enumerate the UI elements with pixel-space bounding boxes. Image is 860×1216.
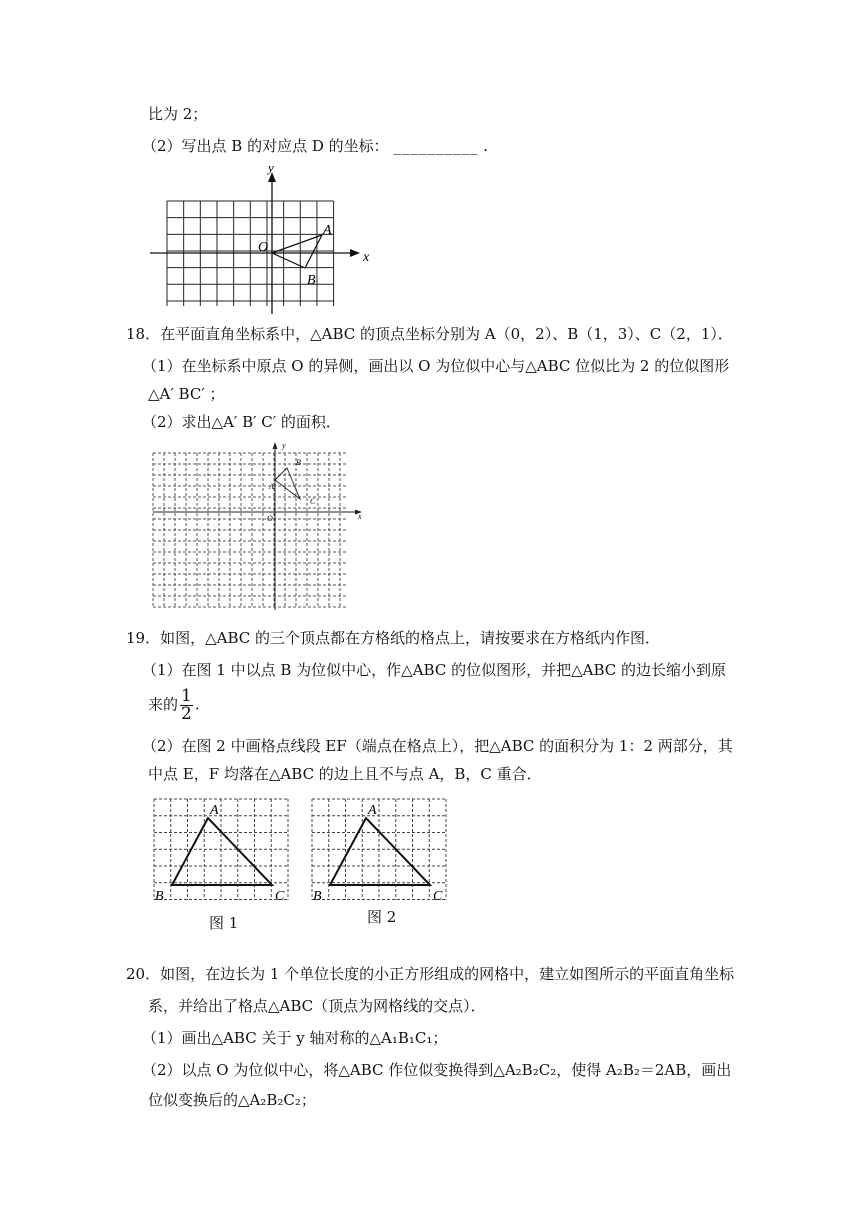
q17-answer-blank: __________ xyxy=(393,137,479,155)
q19-part1-line1: （1）在图 1 中以点 B 为位似中心，作△ABC 的位似图形，并把△ABC 的边长缩小到原 xyxy=(142,661,727,679)
q19-fig2-label-B: B xyxy=(313,889,322,904)
q18-grid-figure xyxy=(150,440,370,612)
q19-part1-suffix: . xyxy=(194,695,200,714)
q17-x-arrow xyxy=(350,249,360,257)
q19-fig1-label-A: A xyxy=(210,803,219,818)
q18-dashed-grid xyxy=(153,453,347,607)
q18-stem: 18．在平面直角坐标系中，△ABC 的顶点坐标分别为 A（0，2）、B（1，3）、C（2，1）． xyxy=(126,325,733,343)
q20-stem-line1: 20．如图，在边长为 1 个单位长度的小正方形组成的网格中，建立如图所示的平面直角坐标 xyxy=(126,965,735,983)
q18-label-O: O xyxy=(267,514,273,523)
q17-label-A: A xyxy=(323,223,332,238)
q17-part2 xyxy=(142,136,488,156)
q20-stem-line2: 系，并给出了格点△ABC（顶点为网格线的交点）． xyxy=(148,997,486,1015)
q19-fig1-caption: 图 1 xyxy=(209,914,239,932)
fraction-one-half xyxy=(180,688,193,723)
q18-y-arrow xyxy=(273,442,278,449)
q19-fig2-label-A: A xyxy=(368,803,377,818)
q20-part1: （1）画出△ABC 关于 y 轴对称的△A₁B₁C₁； xyxy=(142,1029,448,1047)
q19-fig2-label-C: C xyxy=(433,889,443,904)
q17-line-top: 比为 2； xyxy=(148,105,208,123)
q19-part2-line2: 中点 E，F 均落在△ABC 的边上且不与点 A，B，C 重合． xyxy=(148,765,542,783)
q17-triangle-OAB xyxy=(272,235,322,268)
fraction-denominator: 2 xyxy=(181,704,192,724)
q17-label-B: B xyxy=(307,273,316,288)
q19-figure-1 xyxy=(150,796,290,904)
q17-grid-figure xyxy=(144,164,384,314)
q18-label-B: B xyxy=(296,458,301,467)
q18-label-A: A xyxy=(269,482,274,491)
q17-part2-text: （2）写出点 B 的对应点 D 的坐标： xyxy=(142,137,389,155)
q18-part1-line1: （1）在坐标系中原点 O 的异侧，画出以 O 为位似中心与△ABC 位似比为 2 的位似图形 xyxy=(142,357,730,375)
q19-part1-prefix: 来的 xyxy=(148,695,179,714)
q17-label-y: y xyxy=(268,164,274,175)
q18-part2: （2）求出△A′ B′ C′ 的面积． xyxy=(142,413,341,431)
q18-label-y: y xyxy=(282,441,286,450)
fraction-numerator: 1 xyxy=(181,686,192,706)
q18-part1-line2: △A′ BC′ ； xyxy=(148,385,225,403)
q19-fig1-label-C: C xyxy=(275,889,285,904)
q19-fig2-caption: 图 2 xyxy=(367,908,397,926)
q18-label-C: C xyxy=(310,497,316,506)
q17-label-x: x xyxy=(363,250,370,265)
q19-fig1-label-B: B xyxy=(155,889,164,904)
q19-stem: 19．如图，△ABC 的三个顶点都在方格纸的格点上，请按要求在方格纸内作图． xyxy=(126,629,661,647)
q19-part2-line1: （2）在图 2 中画格点线段 EF（端点在格点上），把△ABC 的面积分为 1：2 两部分，其 xyxy=(142,737,733,755)
q17-end: . xyxy=(483,137,489,155)
q20-part2-line2: 位似变换后的△A₂B₂C₂； xyxy=(148,1091,316,1109)
q17-label-O: O xyxy=(258,240,269,255)
q18-label-x: x xyxy=(358,512,362,521)
q20-part2-line1: （2）以点 O 为位似中心，将△ABC 作位似变换得到△A₂B₂C₂，使得 A₂B₂＝2AB，画出 xyxy=(142,1061,732,1079)
q19-part1-line2 xyxy=(148,688,200,723)
q19-figure-2 xyxy=(308,796,448,904)
